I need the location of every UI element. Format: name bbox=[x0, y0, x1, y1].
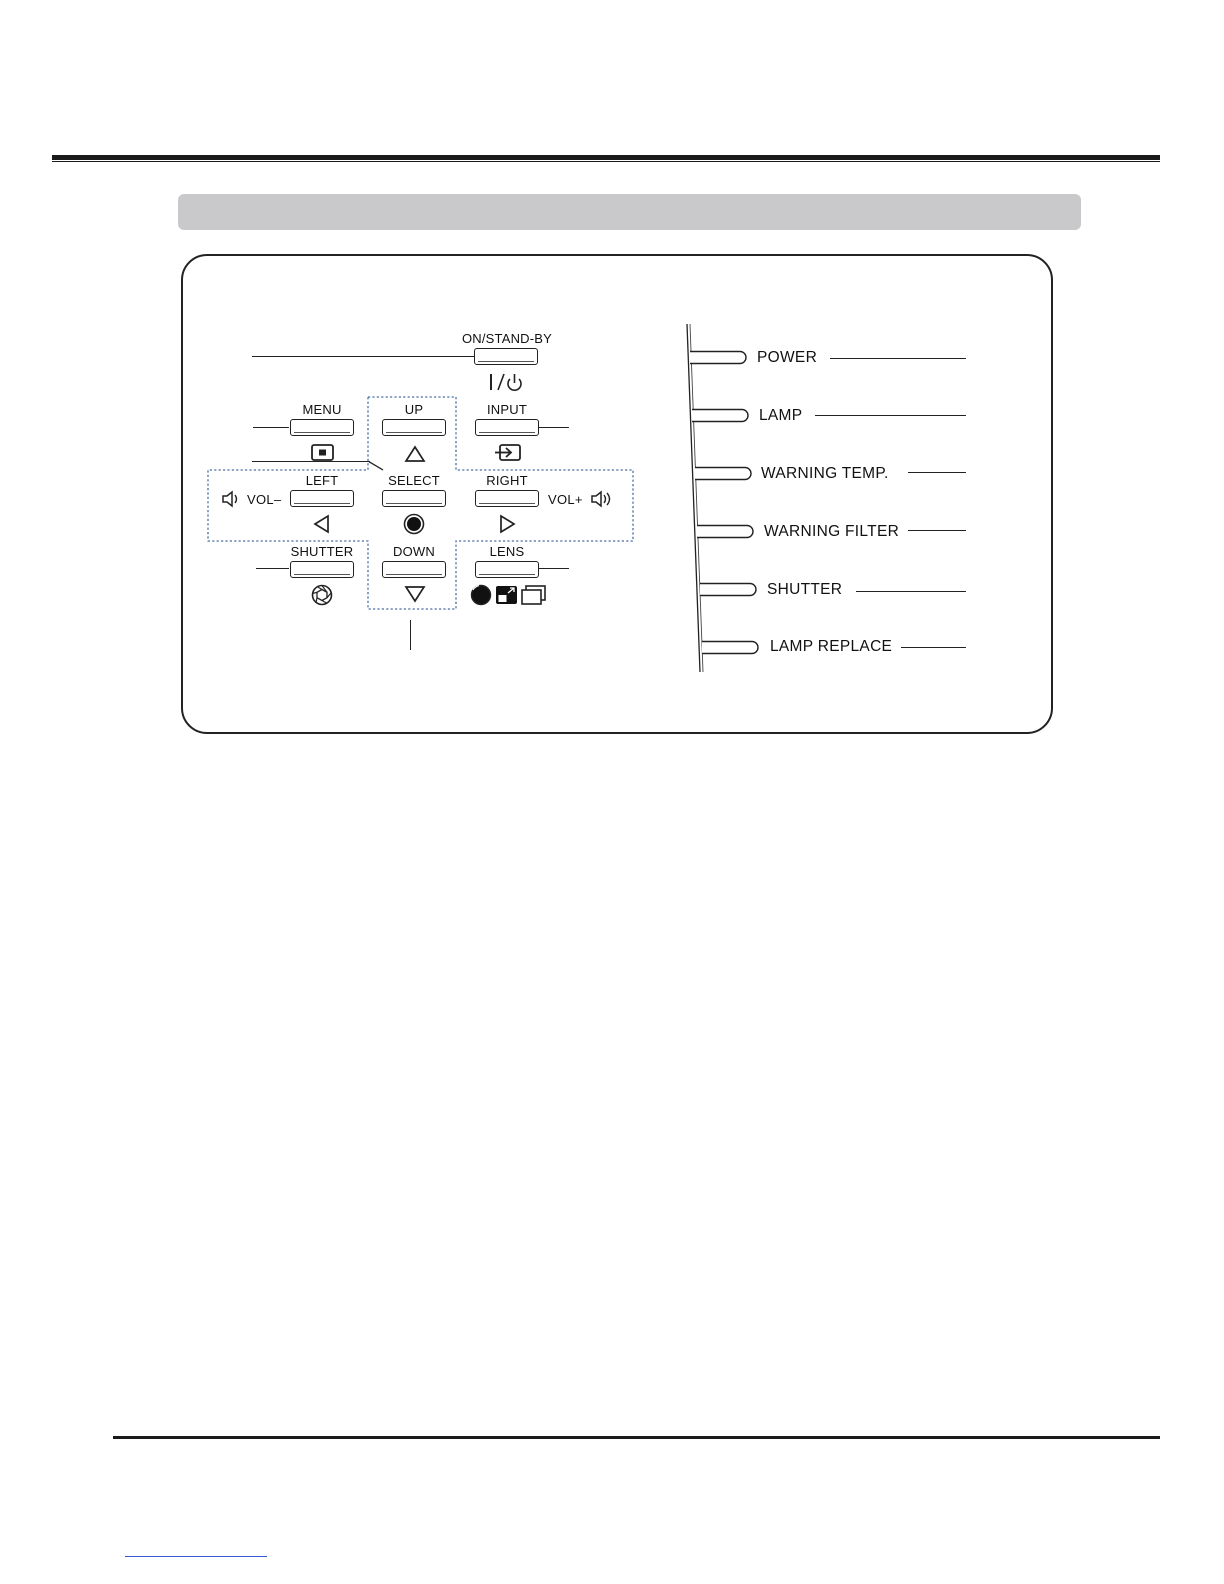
lens-shift-icon bbox=[521, 585, 547, 605]
callout-line-shutter-indicator bbox=[856, 591, 966, 592]
callout-line-lamp-replace bbox=[901, 647, 966, 648]
indicator-led-warning-filter bbox=[695, 524, 757, 540]
input-label: INPUT bbox=[487, 402, 527, 417]
indicator-label-lamp: LAMP bbox=[759, 407, 803, 424]
shutter-button[interactable] bbox=[290, 561, 354, 578]
down-button[interactable] bbox=[382, 561, 446, 578]
indicator-led-shutter bbox=[698, 582, 760, 598]
callout-line-power bbox=[830, 358, 966, 359]
vol-minus-label: VOL– bbox=[247, 492, 282, 507]
select-label: SELECT bbox=[388, 473, 440, 488]
callout-line-warning-filter bbox=[908, 530, 966, 531]
callout-line-input bbox=[539, 427, 569, 428]
input-button[interactable] bbox=[475, 419, 539, 436]
left-label: LEFT bbox=[305, 473, 339, 488]
input-icon bbox=[494, 444, 522, 462]
menu-icon bbox=[311, 444, 335, 462]
right-button[interactable] bbox=[475, 490, 539, 507]
callout-line-on-standby bbox=[252, 356, 474, 357]
footer-rule bbox=[113, 1436, 1160, 1439]
lens-zoom-icon bbox=[495, 585, 519, 605]
callout-line-shutter bbox=[256, 568, 289, 569]
indicator-label-lamp-replace: LAMP REPLACE bbox=[770, 638, 893, 655]
select-dot-icon bbox=[403, 513, 425, 535]
callout-line-select-diagonal bbox=[369, 461, 389, 473]
power-icon bbox=[489, 372, 525, 392]
callout-line-arrow-keys bbox=[410, 620, 411, 650]
indicator-led-lamp bbox=[690, 408, 752, 424]
vol-plus-label: VOL+ bbox=[548, 492, 583, 507]
callout-line-warning-temp bbox=[908, 472, 966, 473]
down-arrow-icon bbox=[404, 585, 426, 603]
indicator-label-warning-temp: WARNING TEMP. bbox=[761, 465, 889, 482]
indicator-label-warning-filter: WARNING FILTER bbox=[764, 523, 900, 540]
indicator-label-shutter: SHUTTER bbox=[767, 581, 843, 598]
lens-focus-icon bbox=[470, 584, 494, 606]
indicator-led-lamp-replace bbox=[700, 640, 762, 656]
footer-link-underline[interactable] bbox=[125, 1556, 267, 1557]
speaker-high-icon bbox=[591, 490, 615, 508]
menu-label: MENU bbox=[302, 402, 342, 417]
indicator-panel-edge bbox=[680, 322, 710, 674]
right-arrow-icon bbox=[498, 514, 516, 534]
on-standby-button[interactable] bbox=[474, 348, 538, 365]
left-button[interactable] bbox=[290, 490, 354, 507]
menu-button[interactable] bbox=[290, 419, 354, 436]
shutter-aperture-icon bbox=[311, 584, 333, 606]
up-arrow-icon bbox=[404, 445, 426, 463]
indicator-led-power bbox=[688, 350, 750, 366]
callout-line-lamp bbox=[815, 415, 966, 416]
down-label: DOWN bbox=[393, 544, 435, 559]
callout-line-menu bbox=[253, 427, 289, 428]
shutter-label: SHUTTER bbox=[290, 544, 354, 559]
speaker-low-icon bbox=[222, 490, 242, 508]
indicator-label-power: POWER bbox=[757, 349, 818, 366]
left-arrow-icon bbox=[313, 514, 331, 534]
lens-label: LENS bbox=[489, 544, 525, 559]
on-standby-label: ON/STAND-BY bbox=[461, 331, 553, 346]
up-label: UP bbox=[404, 402, 424, 417]
select-button[interactable] bbox=[382, 490, 446, 507]
up-button[interactable] bbox=[382, 419, 446, 436]
right-label: RIGHT bbox=[486, 473, 528, 488]
lens-button[interactable] bbox=[475, 561, 539, 578]
indicator-led-warning-temp bbox=[693, 466, 755, 482]
callout-line-lens bbox=[539, 568, 569, 569]
